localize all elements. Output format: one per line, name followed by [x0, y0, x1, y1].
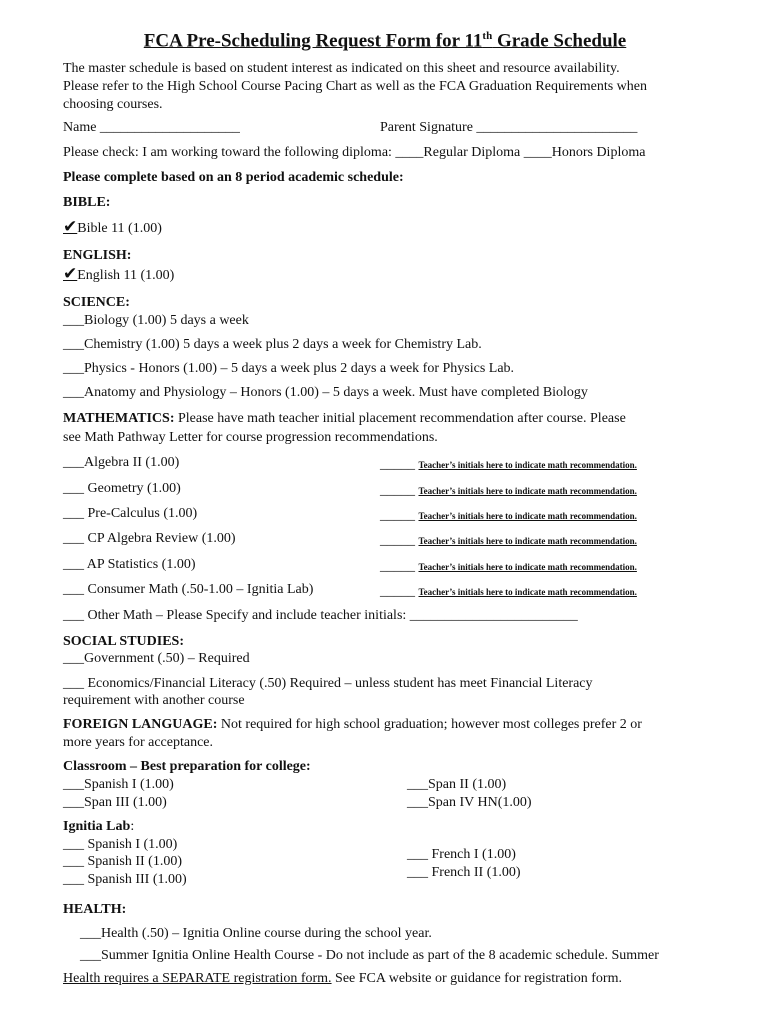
initials-blank: _____ [380, 559, 415, 574]
science-heading: SCIENCE: [63, 295, 130, 310]
science-item-anatomy[interactable]: ___Anatomy and Physiology – Honors (1.00) – 5 days a week. Must have completed Biology [63, 385, 588, 400]
classroom-spanish-3[interactable]: ___Span III (1.00) [63, 795, 167, 810]
teacher-initials-2[interactable] [380, 483, 637, 499]
initials-label: Teacher’s initials here to indicate math recommendation. [418, 511, 637, 521]
math-item-cp-algebra-review[interactable]: ___ CP Algebra Review (1.00) [63, 531, 236, 546]
lab-spanish-1[interactable]: ___ Spanish I (1.00) [63, 837, 178, 852]
health-heading: HEALTH: [63, 902, 127, 917]
health-registration-rest: See FCA website or guidance for registration form. [331, 971, 622, 986]
math-heading: MATHEMATICS: [63, 411, 175, 426]
lab-heading: Ignitia Lab [63, 819, 131, 834]
math-item-algebra-2[interactable]: ___Algebra II (1.00) [63, 455, 180, 470]
initials-blank: _____ [380, 584, 415, 599]
math-item-consumer-math[interactable]: ___ Consumer Math (.50-1.00 – Ignitia Lab) [63, 582, 314, 597]
english-heading: ENGLISH: [63, 248, 132, 263]
math-note-1: Please have math teacher initial placement recommendation after course. Please [174, 411, 626, 426]
title-text: FCA Pre-Scheduling Request Form for 11 [143, 30, 483, 52]
initials-label: Teacher’s initials here to indicate math recommendation. [418, 486, 637, 496]
lab-french-2[interactable]: ___ French II (1.00) [407, 865, 521, 880]
bible-course-row[interactable] [63, 217, 162, 237]
math-item-geometry[interactable]: ___ Geometry (1.00) [63, 481, 181, 496]
classroom-spanish-1[interactable]: ___Spanish I (1.00) [63, 777, 174, 792]
classroom-spanish-4[interactable]: ___Span IV HN(1.00) [407, 795, 532, 810]
intro-line-3: choosing courses. [63, 97, 163, 112]
lab-spanish-3[interactable]: ___ Spanish III (1.00) [63, 872, 187, 887]
title-superscript: th [482, 30, 493, 42]
math-note-2: see Math Pathway Letter for course progression recommendations. [63, 430, 438, 445]
foreign-heading-row [63, 717, 642, 733]
form-title [0, 30, 770, 52]
teacher-initials-6[interactable] [380, 584, 637, 600]
initials-blank: _____ [380, 457, 415, 472]
bible-heading: BIBLE: [63, 195, 111, 210]
health-item-summer[interactable]: ___Summer Ignitia Online Health Course - Do not include as part of the 8 academic schedule. Summer [80, 948, 659, 963]
science-item-biology[interactable]: ___Biology (1.00) 5 days a week [63, 313, 249, 328]
teacher-initials-1[interactable] [380, 457, 637, 473]
foreign-heading: FOREIGN LANGUAGE: [63, 717, 218, 732]
science-item-physics[interactable]: ___Physics - Honors (1.00) – 5 days a week plus 2 days a week for Physics Lab. [63, 361, 515, 376]
name-field[interactable]: Name ____________________ [63, 120, 240, 135]
lab-colon: : [130, 819, 135, 834]
lab-french-1[interactable]: ___ French I (1.00) [407, 847, 516, 862]
social-econ-note: requirement with another course [63, 693, 245, 708]
check-icon: ✔ [63, 217, 78, 236]
classroom-heading: Classroom – Best preparation for college: [63, 759, 311, 774]
social-item-economics[interactable]: ___ Economics/Financial Literacy (.50) Required – unless student has meet Financial Literacy [63, 676, 593, 691]
social-item-government[interactable]: ___Government (.50) – Required [63, 651, 250, 666]
health-registration-underlined: Health requires a SEPARATE registration form. [63, 971, 332, 986]
initials-blank: _____ [380, 533, 415, 548]
lab-heading-row [63, 819, 134, 835]
health-registration-note [63, 971, 622, 987]
teacher-initials-5[interactable] [380, 559, 637, 575]
social-heading: SOCIAL STUDIES: [63, 634, 184, 649]
math-item-ap-statistics[interactable]: ___ AP Statistics (1.00) [63, 557, 196, 572]
math-heading-row [63, 411, 626, 427]
intro-line-1: The master schedule is based on student interest as indicated on this sheet and resource availability. [63, 61, 620, 76]
foreign-note-2: more years for acceptance. [63, 735, 214, 750]
title-end: Grade Schedule [492, 30, 627, 52]
initials-label: Teacher’s initials here to indicate math recommendation. [418, 536, 637, 546]
initials-label: Teacher’s initials here to indicate math recommendation. [418, 562, 637, 572]
initials-label: Teacher’s initials here to indicate math recommendation. [418, 460, 637, 470]
classroom-spanish-2[interactable]: ___Span II (1.00) [407, 777, 507, 792]
complete-instruction: Please complete based on an 8 period academic schedule: [63, 170, 404, 185]
intro-line-2: Please refer to the High School Course Pacing Chart as well as the FCA Graduation Requirements when [63, 79, 647, 94]
math-other[interactable]: ___ Other Math – Please Specify and include teacher initials: ________________________ [63, 608, 578, 623]
english-course-row[interactable] [63, 264, 174, 284]
bible-course: Bible 11 (1.00) [77, 221, 162, 236]
parent-signature-field[interactable]: Parent Signature _______________________ [380, 120, 638, 135]
diploma-line[interactable]: Please check: I am working toward the following diploma: ____Regular Diploma ____Honors Diploma [63, 145, 646, 160]
initials-label: Teacher’s initials here to indicate math recommendation. [418, 587, 637, 597]
check-icon: ✔ [63, 264, 78, 283]
foreign-note-1: Not required for high school graduation; however most colleges prefer 2 or [217, 717, 642, 732]
science-item-chemistry[interactable]: ___Chemistry (1.00) 5 days a week plus 2 days a week for Chemistry Lab. [63, 337, 482, 352]
initials-blank: _____ [380, 508, 415, 523]
english-course: English 11 (1.00) [77, 268, 175, 283]
teacher-initials-4[interactable] [380, 533, 637, 549]
lab-spanish-2[interactable]: ___ Spanish II (1.00) [63, 854, 182, 869]
initials-blank: _____ [380, 483, 415, 498]
teacher-initials-3[interactable] [380, 508, 637, 524]
health-item-school-year[interactable]: ___Health (.50) – Ignitia Online course during the school year. [80, 926, 432, 941]
math-item-precalculus[interactable]: ___ Pre-Calculus (1.00) [63, 506, 198, 521]
